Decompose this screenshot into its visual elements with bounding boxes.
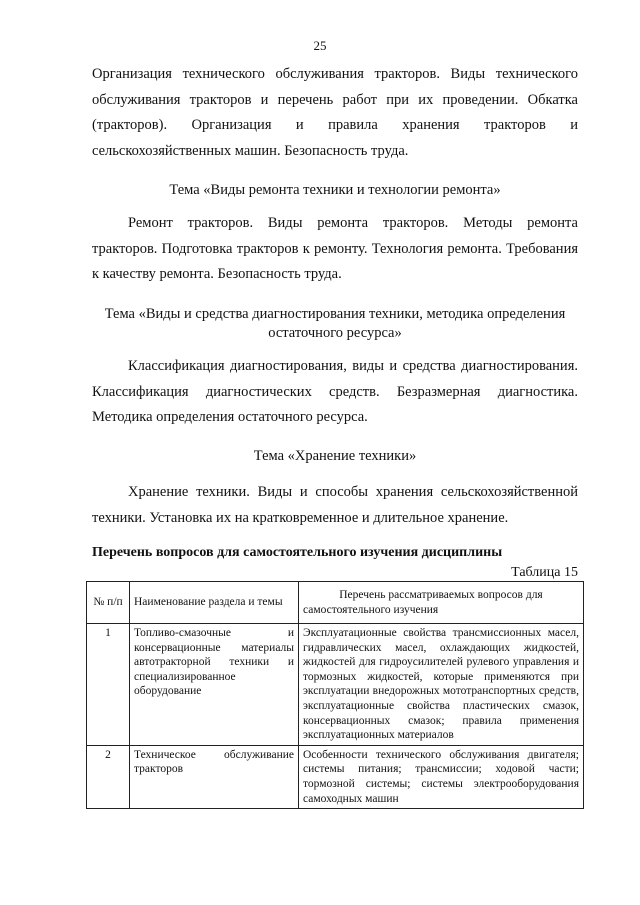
table-row [87,624,584,746]
row-number: 1 [87,624,130,746]
table-header-row [87,582,584,624]
section-title: Перечень вопросов для самостоятельного изучения дисциплины [92,545,503,560]
topic-heading-storage: Тема «Хранение техники» [253,448,417,464]
row-number: 2 [87,745,130,808]
self-study-table [86,581,584,809]
page-number: 25 [313,38,327,53]
paragraph-repair: Ремонт тракторов. Виды ремонта тракторов. Методы ремонта тракторов. Подготовка тракторов к ремонту. Технология ремонта. Требования к качеству ремонта. Безопасность труда. [92,215,578,282]
header-section: Наименование раздела и темы [130,582,299,624]
topic-heading-diagnostics: Тема «Виды и средства диагностирования техники, методика определения остаточного ресурса» [104,306,566,341]
paragraph-diagnostics: Классификация диагностирования, виды и средства диагностирования. Классификация диагностических средств. Безразмерная диагностика. Методика определения остаточного ресурса. [92,358,578,425]
paragraph-maintenance: Организация технического обслуживания тракторов. Виды технического обслуживания тракторов и перечень работ при их проведении. Обкатка (тракторов). Организация и правила хранения тракторов и сельскохозяйственных машин. Безопасность труда. [92,66,578,159]
table-row [87,745,584,808]
paragraph-storage: Хранение техники. Виды и способы хранения сельскохозяйственной техники. Установка их на кратковременное и длительное хранение. [92,484,578,526]
topic-heading-repair: Тема «Виды ремонта техники и технологии ремонта» [169,182,501,198]
row-section: Топливо-смазочные и консервационные материалы автотракторной техники и специализированное оборудование [130,624,299,746]
row-questions: Эксплуатационные свойства трансмиссионных масел, гидравлических масел, охлаждающих жидкостей, жидкостей для гидроусилителей рулевого управления и тормозных жидкостей, которые применяются при эксплуатации внедорожных мототранспортных средств, эксплуатационные свойства пластических смазок, консервационных смазок; правила применения эксплуатационных материалов [299,624,584,746]
table-label: Таблица 15 [511,565,578,580]
header-questions: Перечень рассматриваемых вопросов для самостоятельного изучения [299,582,584,624]
row-section: Техническое обслуживание тракторов [130,745,299,808]
row-questions: Особенности технического обслуживания двигателя; системы питания; трансмиссии; ходовой части; тормозной системы; системы электрооборудования самоходных машин [299,745,584,808]
header-number: № п/п [87,582,130,624]
